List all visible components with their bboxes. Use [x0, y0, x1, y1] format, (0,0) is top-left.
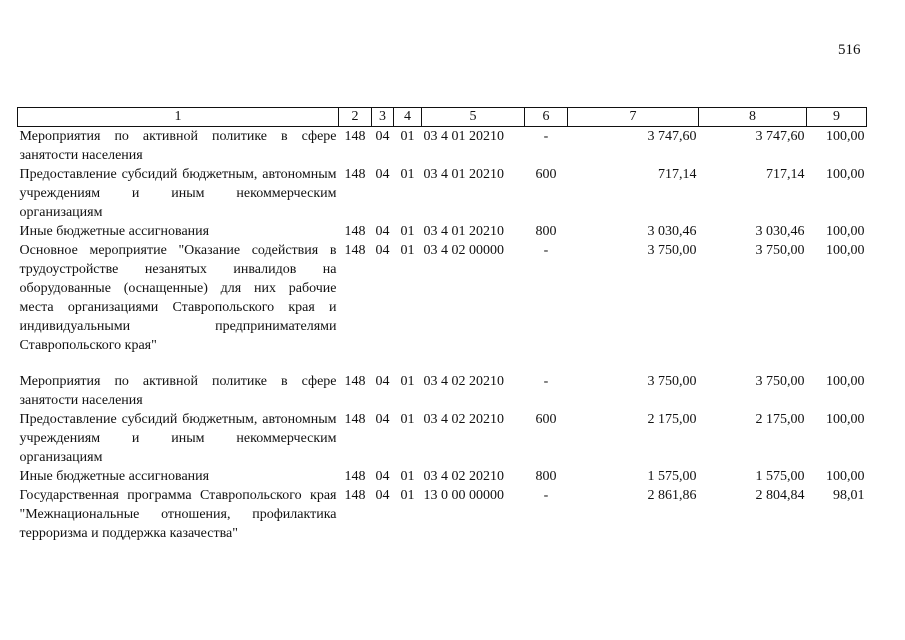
spacer-row [18, 355, 867, 372]
column-header: 7 [568, 108, 699, 127]
cell-col5: 03 4 02 20210 [423, 469, 504, 484]
cell-col2: 148 [344, 469, 366, 484]
cell-col3: 04 [375, 488, 390, 503]
cell-col8: 3 747,60 [755, 129, 805, 144]
cell-col9: 98,01 [833, 488, 865, 503]
cell-col8: 2 804,84 [755, 488, 805, 503]
column-header: 4 [394, 108, 422, 127]
cell-col9: 100,00 [826, 224, 865, 239]
table-row [18, 467, 867, 486]
cell-col8: 3 030,46 [755, 224, 805, 239]
header-row [18, 108, 867, 127]
row-name: Мероприятия по активной политике в сфере занятости населения [19, 129, 337, 163]
table-row [18, 410, 867, 467]
cell-col5: 13 0 00 00000 [423, 488, 504, 503]
page-number: 516 [838, 42, 861, 58]
column-header: 6 [525, 108, 568, 127]
cell-col7: 1 575,00 [647, 469, 697, 484]
row-name: Основное мероприятие "Оказание содействия в трудоустройстве незанятых инвалидов на оборудованные (оснащенные) для них рабочие места организациями Ставропольского края и индивидуальными предпринимателями Ставропольского края" [19, 243, 337, 353]
cell-col5: 03 4 01 20210 [423, 224, 504, 239]
cell-col6: 600 [535, 412, 557, 427]
cell-col3: 04 [375, 129, 390, 144]
cell-col3: 04 [375, 224, 390, 239]
row-name: Мероприятия по активной политике в сфере занятости населения [19, 374, 337, 408]
cell-col6: - [543, 243, 549, 258]
row-name: Иные бюджетные ассигнования [19, 469, 210, 484]
cell-col7: 717,14 [658, 167, 697, 182]
cell-col9: 100,00 [826, 412, 865, 427]
cell-col9: 100,00 [826, 243, 865, 258]
cell-col7: 2 175,00 [647, 412, 697, 427]
cell-col9: 100,00 [826, 374, 865, 389]
cell-col3: 04 [375, 469, 390, 484]
cell-col2: 148 [344, 243, 366, 258]
table-row [18, 127, 867, 166]
column-header: 9 [807, 108, 867, 127]
cell-col2: 148 [344, 224, 366, 239]
cell-col7: 3 030,46 [647, 224, 697, 239]
cell-col3: 04 [375, 167, 390, 182]
column-header: 3 [372, 108, 394, 127]
cell-col4: 01 [400, 374, 415, 389]
cell-col4: 01 [400, 488, 415, 503]
row-name: Предоставление субсидий бюджетным, автономным учреждениям и иным некоммерческим организациям [19, 167, 337, 220]
cell-col8: 3 750,00 [755, 374, 805, 389]
cell-col8: 3 750,00 [755, 243, 805, 258]
cell-col7: 3 750,00 [647, 374, 697, 389]
cell-col9: 100,00 [826, 129, 865, 144]
cell-col4: 01 [400, 412, 415, 427]
cell-col9: 100,00 [826, 167, 865, 182]
cell-col2: 148 [344, 412, 366, 427]
cell-col6: 800 [535, 224, 557, 239]
column-header: 8 [699, 108, 807, 127]
table-row [18, 486, 867, 543]
cell-col2: 148 [344, 129, 366, 144]
cell-col5: 03 4 01 20210 [423, 167, 504, 182]
cell-col7: 3 747,60 [647, 129, 697, 144]
cell-col3: 04 [375, 412, 390, 427]
cell-col3: 04 [375, 243, 390, 258]
table-row [18, 165, 867, 222]
row-name: Иные бюджетные ассигнования [19, 224, 210, 239]
cell-col6: - [543, 374, 549, 389]
cell-col5: 03 4 02 00000 [423, 243, 504, 258]
row-name: Государственная программа Ставропольского края "Межнациональные отношения, профилактика терроризма и поддержка казачества" [19, 488, 337, 541]
cell-col4: 01 [400, 129, 415, 144]
table-row [18, 222, 867, 241]
cell-col6: 600 [535, 167, 557, 182]
cell-col6: 800 [535, 469, 557, 484]
column-header: 5 [422, 108, 525, 127]
cell-col6: - [543, 488, 549, 503]
column-header: 1 [18, 108, 339, 127]
cell-col5: 03 4 01 20210 [423, 129, 504, 144]
cell-col8: 717,14 [766, 167, 805, 182]
cell-col2: 148 [344, 488, 366, 503]
cell-col4: 01 [400, 243, 415, 258]
cell-col5: 03 4 02 20210 [423, 374, 504, 389]
cell-col4: 01 [400, 167, 415, 182]
column-header: 2 [339, 108, 372, 127]
cell-col2: 148 [344, 167, 366, 182]
cell-col5: 03 4 02 20210 [423, 412, 504, 427]
cell-col3: 04 [375, 374, 390, 389]
cell-col8: 2 175,00 [755, 412, 805, 427]
cell-col4: 01 [400, 469, 415, 484]
cell-col7: 2 861,86 [647, 488, 697, 503]
table-row [18, 372, 867, 410]
cell-col4: 01 [400, 224, 415, 239]
row-name: Предоставление субсидий бюджетным, автономным учреждениям и иным некоммерческим организациям [19, 412, 337, 465]
cell-col7: 3 750,00 [647, 243, 697, 258]
cell-col9: 100,00 [826, 469, 865, 484]
table-row [18, 241, 867, 355]
cell-col2: 148 [344, 374, 366, 389]
budget-table [17, 107, 867, 543]
cell-col8: 1 575,00 [755, 469, 805, 484]
cell-col6: - [543, 129, 549, 144]
